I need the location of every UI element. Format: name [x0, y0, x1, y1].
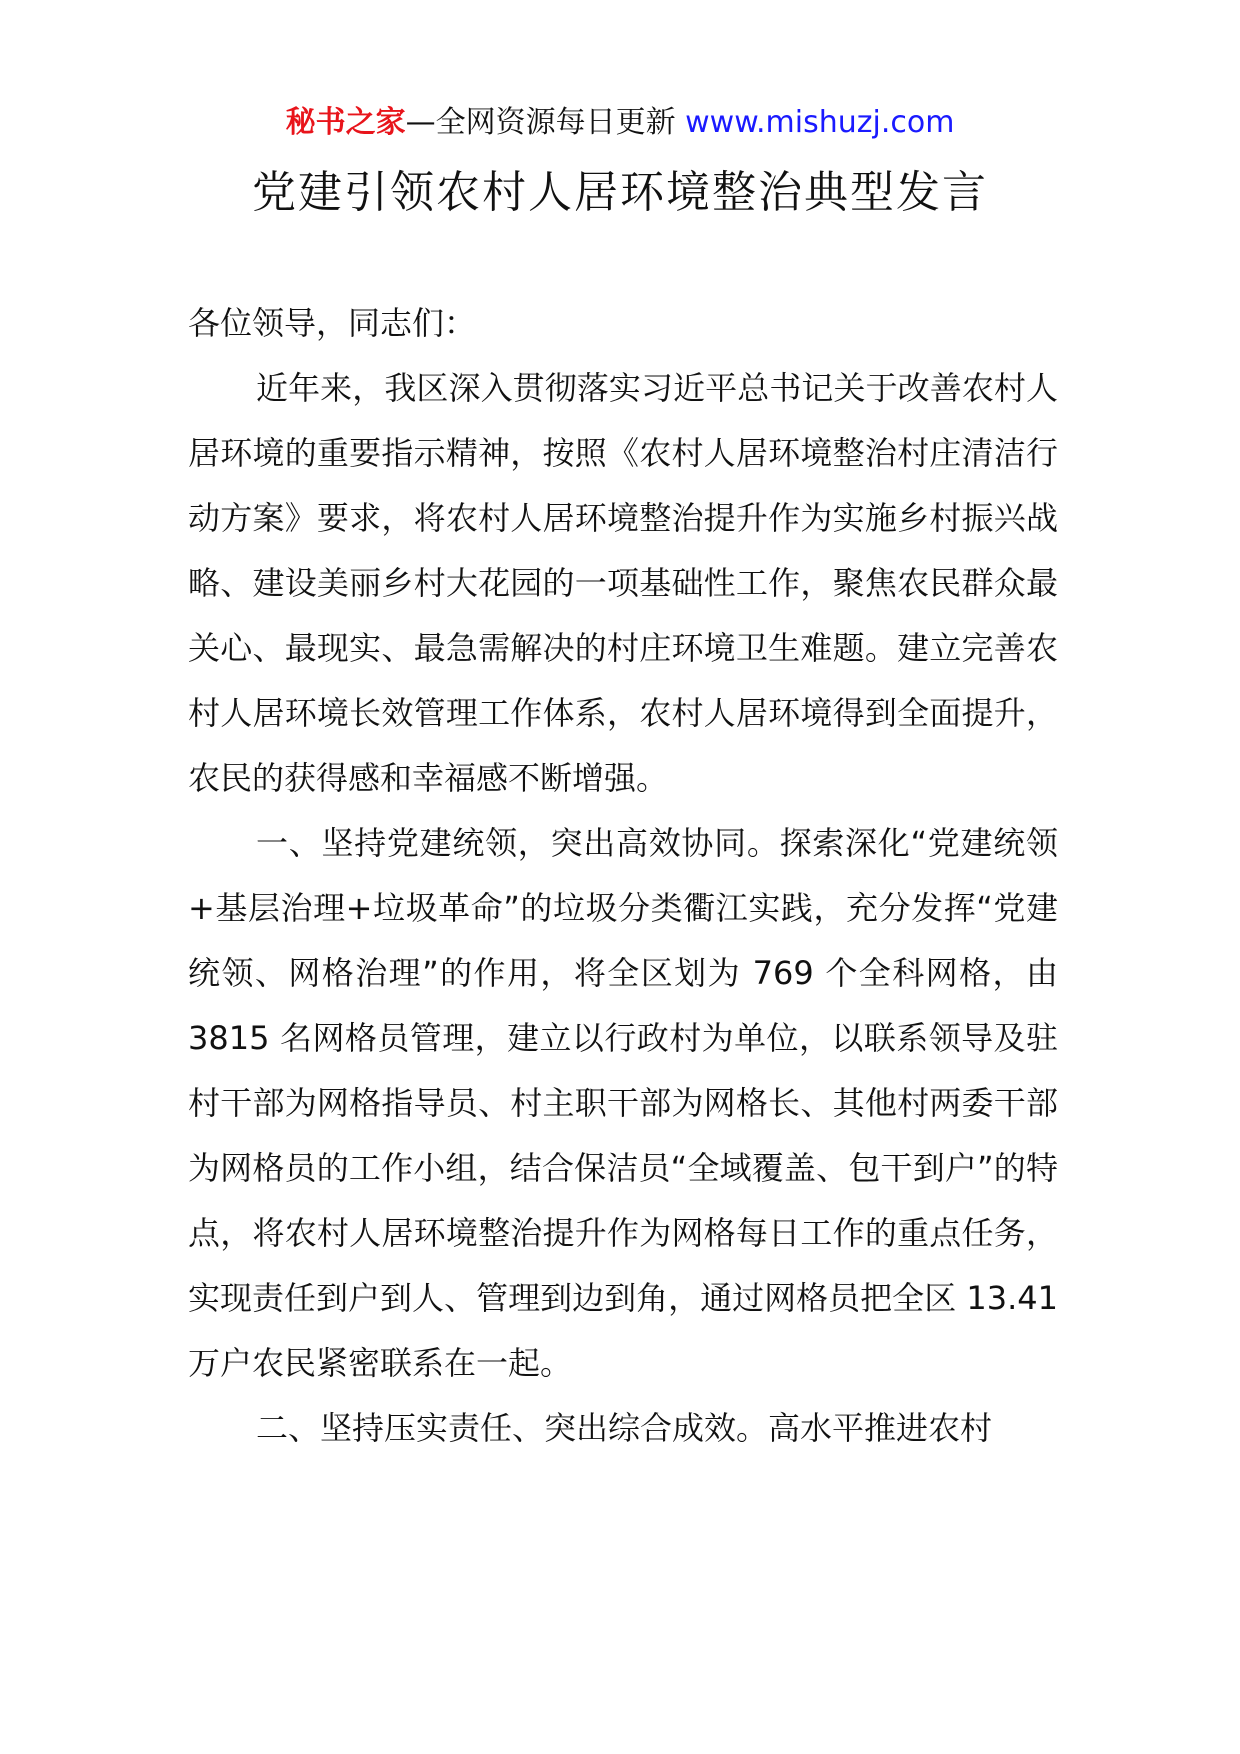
site-url-link[interactable]: www.mishuzj.com	[685, 105, 955, 140]
salutation: 各位领导，同志们：	[188, 304, 477, 342]
paragraph-section-one: 一、坚持党建统领，突出高效协同。探索深化“党建统领+基层治理+垃圾革命”的垃圾分类衢江实践，充分发挥“党建统领、网格治理”的作用，将全区划为 769 个全科网格，由 3815 名网格员管理，建立以行政村为单位，以联系领导及驻村干部为网格指导员、村主职干部为网格长、其他村两委干部为网格员的工作小组，结合保洁员“全域覆盖、包干到户”的特点，将农村人居环境整治提升作为网格每日工作的重点任务，实现责任到户到人、管理到边到角，通过网格员把全区 13.41 万户农民紧密联系在一起。	[188, 824, 1058, 1382]
document-title: 党建引领农村人居环境整治典型发言	[252, 167, 988, 218]
site-header	[0, 100, 1240, 146]
paragraph-section-two: 二、坚持压实责任、突出综合成效。高水平推进农村	[256, 1409, 993, 1447]
paragraph-intro: 近年来，我区深入贯彻落实习近平总书记关于改善农村人居环境的重要指示精神，按照《农村人居环境整治村庄清洁行动方案》要求，将农村人居环境整治提升作为实施乡村振兴战略、建设美丽乡村大花园的一项基础性工作，聚焦农民群众最关心、最现实、最急需解决的村庄环境卫生难题。建立完善农村人居环境长效管理工作体系，农村人居环境得到全面提升，农民的获得感和幸福感不断增强。	[188, 369, 1058, 797]
brand-name: 秘书之家	[285, 105, 406, 140]
document-body	[188, 291, 1058, 1461]
header-slogan: —全网资源每日更新	[405, 105, 676, 140]
